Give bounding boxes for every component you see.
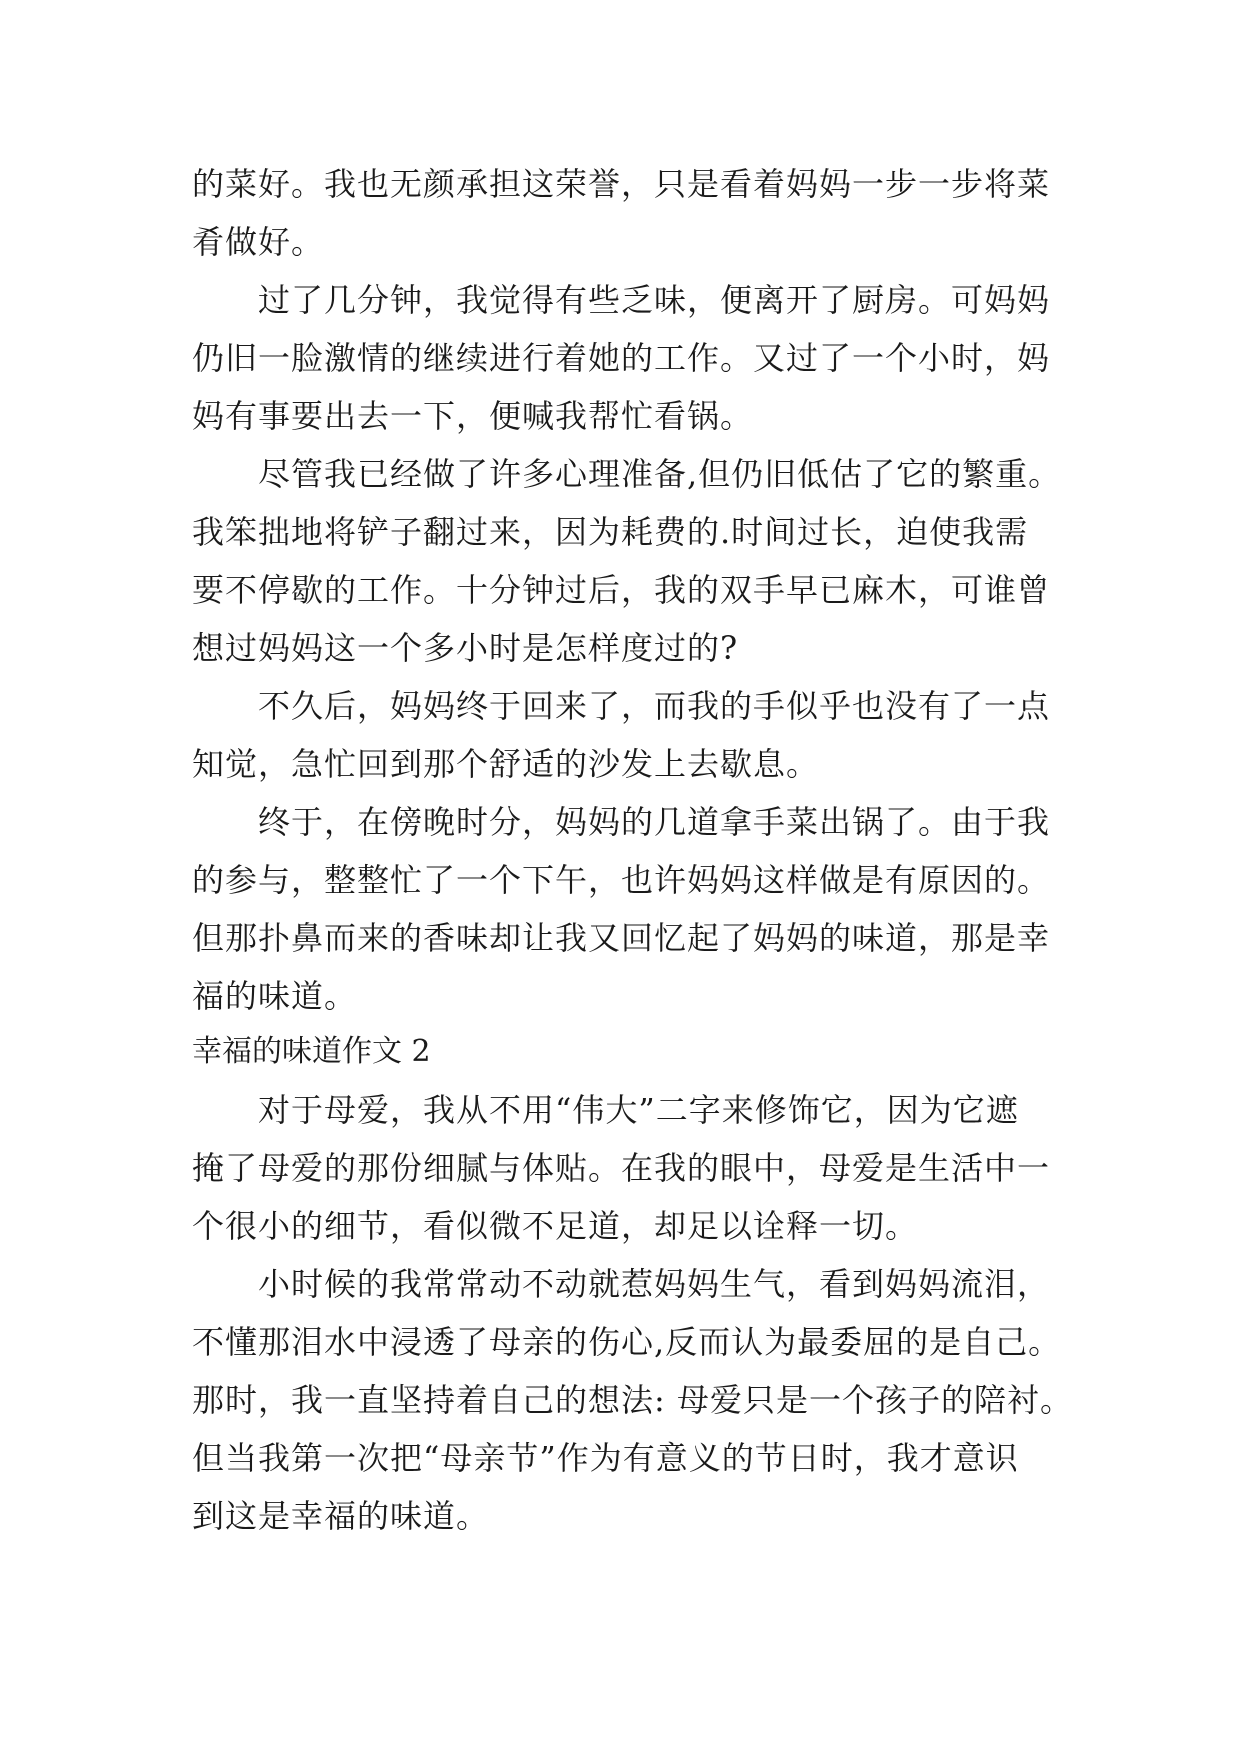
paragraph-start: 对于母爱，我从不用“伟大”二字来修饰它，因为它遮: [258, 1091, 1019, 1129]
paragraph-start: 终于，在傍晚时分，妈妈的几道拿手菜出锅了。由于我: [258, 803, 1051, 841]
text-line: 到这是幸福的味道。: [192, 1497, 490, 1535]
text-line: 的菜好。我也无颜承担这荣誉，只是看着妈妈一步一步将菜: [192, 165, 1051, 203]
section-heading: 幸福的味道作文 2: [192, 1034, 431, 1069]
text-line: 肴做好。: [192, 223, 325, 261]
text-line: 妈有事要出去一下，便喊我帮忙看锅。: [192, 397, 754, 435]
paragraph-start: 尽管我已经做了许多心理准备,但仍旧低估了它的繁重。: [258, 455, 1062, 493]
text-line: 不懂那泪水中浸透了母亲的伤心,反而认为最委屈的是自己。: [192, 1323, 1062, 1361]
paragraph-start: 小时候的我常常动不动就惹妈妈生气，看到妈妈流泪，: [258, 1265, 1051, 1303]
paragraph-start: 不久后，妈妈终于回来了，而我的手似乎也没有了一点: [258, 687, 1051, 725]
text-line: 但当我第一次把“母亲节”作为有意义的节日时，我才意识: [192, 1439, 1019, 1477]
text-line: 福的味道。: [192, 977, 358, 1015]
text-line: 掩了母爱的那份细腻与体贴。在我的眼中，母爱是生活中一: [192, 1149, 1051, 1187]
text-line: 个很小的细节，看似微不足道，却足以诠释一切。: [192, 1207, 919, 1245]
text-line: 我笨拙地将铲子翻过来，因为耗费的.时间过长，迫使我需: [192, 513, 1029, 551]
text-line: 想过妈妈这一个多小时是怎样度过的?: [192, 629, 739, 667]
text-line: 但那扑鼻而来的香味却让我又回忆起了妈妈的味道，那是幸: [192, 919, 1051, 957]
text-line: 要不停歇的工作。十分钟过后，我的双手早已麻木，可谁曾: [192, 571, 1051, 609]
text-line: 知觉，急忙回到那个舒适的沙发上去歇息。: [192, 745, 820, 783]
text-line: 的参与，整整忙了一个下午，也许妈妈这样做是有原因的。: [192, 861, 1051, 899]
text-line: 那时，我一直坚持着自己的想法: 母爱只是一个孩子的陪衬。: [192, 1381, 1073, 1419]
paragraph-start: 过了几分钟，我觉得有些乏味，便离开了厨房。可妈妈: [258, 281, 1051, 319]
text-line: 仍旧一脸激情的继续进行着她的工作。又过了一个小时，妈: [192, 339, 1051, 377]
